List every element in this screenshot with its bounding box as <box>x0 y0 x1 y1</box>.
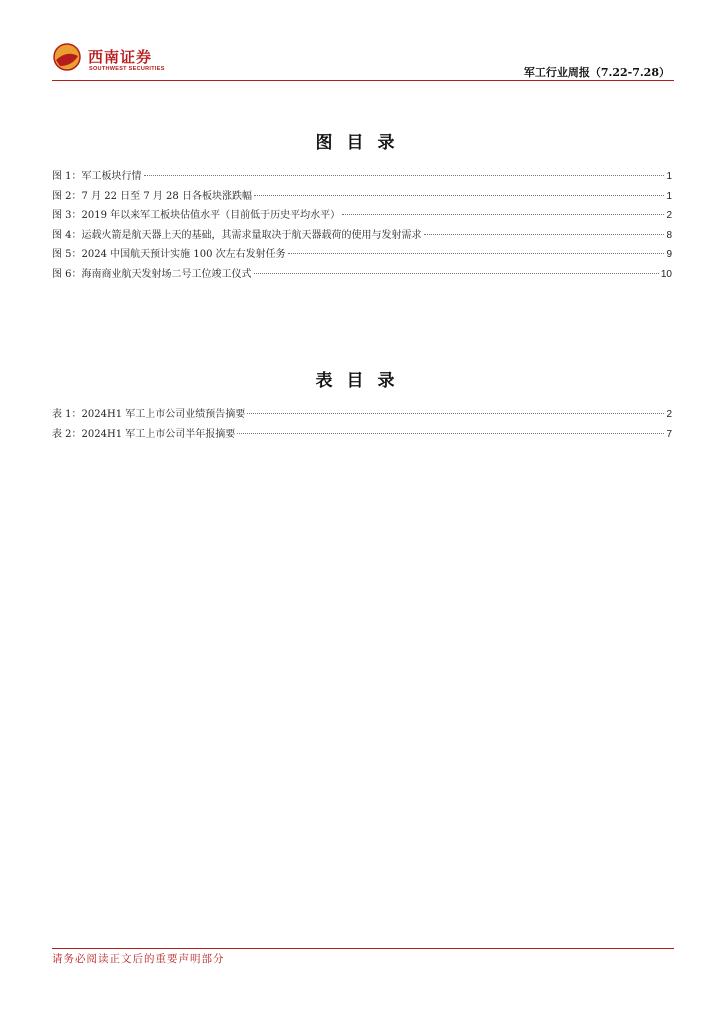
figures-toc-entry[interactable] <box>52 226 672 246</box>
toc-leader-dots <box>144 175 665 176</box>
page-header <box>52 36 674 82</box>
figures-toc-list <box>52 167 672 284</box>
toc-entry-page: 7 <box>666 428 672 440</box>
toc-entry-label: 图 1：军工板块行情 <box>52 171 142 182</box>
toc-entry-page: 8 <box>666 229 672 241</box>
footer-disclaimer: 请务必阅读正文后的重要声明部分 <box>52 953 225 965</box>
toc-entry-label: 图 2：7 月 22 日至 7 月 28 日各板块涨跌幅 <box>52 190 252 202</box>
logo-emblem-icon <box>52 42 82 72</box>
company-logo <box>52 42 252 78</box>
header-divider <box>52 80 674 81</box>
report-title: 军工行业周报（7.22-7.28） <box>523 66 670 79</box>
toc-leader-dots <box>247 413 664 414</box>
toc-leader-dots <box>288 253 665 254</box>
toc-entry-page: 10 <box>660 268 672 280</box>
tables-toc-entry[interactable] <box>52 425 672 445</box>
figures-toc-entry[interactable] <box>52 245 672 265</box>
toc-leader-dots <box>254 273 659 274</box>
toc-entry-label: 图 6：海南商业航天发射场二号工位竣工仪式 <box>52 268 252 280</box>
footer-divider <box>52 948 674 949</box>
toc-entry-page: 2 <box>666 409 672 420</box>
logo-cn-text: 西南证券 <box>88 48 153 66</box>
toc-leader-dots <box>254 195 664 196</box>
figures-toc-entry[interactable] <box>52 187 672 207</box>
toc-entry-label: 图 5：2024 中国航天预计实施 100 次左右发射任务 <box>52 249 286 260</box>
toc-entry-page: 9 <box>666 249 672 260</box>
tables-toc-entry[interactable] <box>52 405 672 425</box>
toc-leader-dots <box>424 234 665 235</box>
toc-entry-page: 1 <box>666 190 672 202</box>
figures-toc-entry[interactable] <box>52 167 672 187</box>
toc-leader-dots <box>237 433 664 434</box>
figures-toc-entry[interactable] <box>52 265 672 285</box>
figures-toc-entry[interactable] <box>52 206 672 226</box>
figures-toc-title: 图目录 <box>315 133 409 153</box>
tables-toc-title: 表目录 <box>315 371 409 391</box>
toc-entry-label: 表 2：2024H1 军工上市公司半年报摘要 <box>52 428 236 440</box>
logo-en-text: SOUTHWEST SECURITIES <box>89 66 165 72</box>
tables-toc-list <box>52 405 672 444</box>
toc-leader-dots <box>342 214 664 215</box>
toc-entry-page: 1 <box>666 171 672 182</box>
toc-entry-label: 图 3：2019 年以来军工板块估值水平（目前低于历史平均水平） <box>52 210 341 221</box>
toc-entry-label: 图 4：运载火箭是航天器上天的基础，其需求量取决于航天器载荷的使用与发射需求 <box>52 229 422 241</box>
toc-entry-label: 表 1：2024H1 军工上市公司业绩预告摘要 <box>52 409 246 420</box>
toc-entry-page: 2 <box>666 210 672 221</box>
